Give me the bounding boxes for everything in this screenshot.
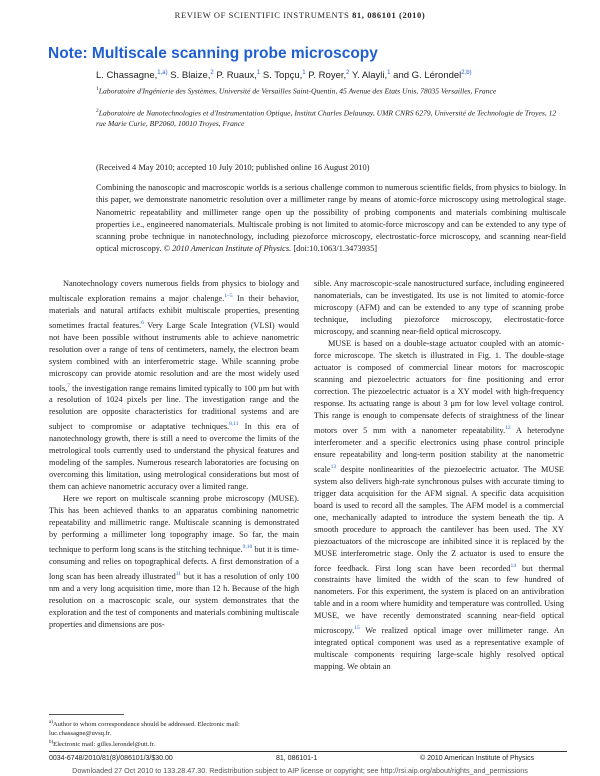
- received-dates: (Received 4 May 2010; accepted 10 July 2010; published online 16 August 2010): [96, 163, 370, 172]
- citation-link[interactable]: 14: [510, 562, 516, 569]
- journal-name: REVIEW OF SCIENTIFIC INSTRUMENTS: [174, 10, 350, 20]
- abstract: [96, 182, 566, 256]
- citation-link[interactable]: 12: [505, 425, 511, 431]
- author-name: P. Ruaux,: [213, 70, 257, 82]
- affiliation-2-mark: 2: [96, 108, 99, 114]
- citation-link[interactable]: 1–5: [224, 293, 233, 299]
- citation-link[interactable]: 13: [330, 463, 337, 470]
- citation-link[interactable]: 6: [141, 319, 144, 326]
- author-affiliation-mark[interactable]: 1: [256, 70, 261, 76]
- running-header: [0, 10, 600, 20]
- affiliation-2: [96, 106, 566, 130]
- author-affiliation-mark[interactable]: 2,b): [461, 70, 472, 76]
- doi-link[interactable]: [doi:10.1063/1.3473935]: [293, 244, 378, 254]
- author-name: P. Royer,: [305, 70, 347, 82]
- left-paragraph: Here we report on multiscale scanning probe microscopy (MUSE). This has been achieved thanks to an apparatus combining nanometric repeatability and millimetric range. Multiscale scanning is demonstrated by performing a millimeter long topography image. So far, the main technique to perform long scans is the stitching technique.$^{9,10}$ but it is time-consuming and relies on topographical defects. A first demonstration of a long scan has been already illustrated$^{11}$ but it has a resolution of only 100 nm and a very long acquisition time, more than 12 h. Because of the high resolution on a macroscopic scale, our system demonstrates that the exploration and the test of components and materials combining multiscale properties and dimensions are pos-: [49, 494, 299, 629]
- footer-divider: [49, 751, 567, 752]
- citation-link[interactable]: 11: [175, 570, 182, 577]
- footnote: $^{b)}$Electronic mail: gilles.lerondel@utt.fr.: [49, 740, 156, 749]
- author-name: Y. Alayli,: [349, 70, 388, 82]
- author-affiliation-mark[interactable]: 1: [302, 70, 306, 76]
- affiliation-2-text: Laboratoire de Nanotechnologies et d'Instrumentation Optique, Institut Charles Delaunay, UMR CNRS 6279, Université de Technologie de Troyes, 12 rue Marie Curie, BP2060, 10010 Troyes, France: [96, 108, 557, 129]
- footnotes: [49, 718, 299, 749]
- footnote-divider: [49, 714, 124, 715]
- citation-link[interactable]: 9,10: [242, 544, 253, 551]
- citation-link[interactable]: 8,11: [229, 421, 239, 428]
- author-name: S. Blaize,: [167, 70, 211, 82]
- affiliation-1-text: Laboratoire d'Ingénierie des Systèmes, Université de Versailles Saint-Quentin, 45 Avenue des Etats Unis, 78035 Versailles, France: [98, 86, 497, 96]
- citation-link[interactable]: 7: [67, 382, 70, 389]
- body-column-left: [49, 278, 299, 631]
- footnote: $^{a)}$Author to whom correspondence should be addressed. Electronic mail: luc.chassagne@uvsq.fr.: [49, 720, 240, 738]
- body-column-right: [314, 278, 564, 673]
- author-affiliation-mark[interactable]: 1,a): [157, 70, 168, 76]
- author-affiliation-mark[interactable]: 1: [387, 70, 391, 76]
- download-notice: Downloaded 27 Oct 2010 to 133.28.47.30. Redistribution subject to AIP license or copyright; see http://rsi.aip.org/about/rights_and_permissions: [72, 766, 528, 775]
- author-affiliation-mark[interactable]: 2: [210, 70, 214, 76]
- right-paragraph: sible. Any macroscopic-scale nanostructured surface, including engineered nanomaterials, can be investigated. Its use is not limited to atomic-force microscopy (AFM) and can be extended to any type of scanning probe technique, including piezoforce microscopy, electrostatic-force microscopy, and scanning near-field optical microscopy.: [314, 279, 564, 336]
- citation-link[interactable]: 15: [354, 625, 360, 632]
- abstract-text: Combining the nanoscopic and macroscopic worlds is a serious challenge common to numerous scientific fields, from physics to biology. In this paper, we demonstrate nanometric resolution over a millimeter range by means of atomic-force microscopy using metrological stage. Nanometric repeatability and millimeter range open up the possibility of probing components and materials combining multiscale properties i.e., engineered nanomaterials. Multiscale probing is not limited to atomic-force microscopy and can be extended to any type of scanning probe technique in nanotechnology, including piezoforce microscopy, electrostatic-force microscopy, and scanning near-field optical microscopy.: [96, 183, 566, 254]
- left-paragraph: Nanotechnology covers numerous fields from physics to biology and multiscale exploration remains a major chalenge.$^{1-5}$ In their behavior, materials and natural artifacts exhibit multiscale properties, presenting sometimes fractal features.$^6$ Very Large Scale Integration (VLSI) would not have been possible without instruments able to achieve nanometric resolution over a range of tens of centimeters, namely, the electron beam system combined with an interferometric stage. While scanning probe microscopy can provide atomic resolution and are the most widely used tools,$^7$ the investigation range remains limited typically to 100 μm but with a resolution of 1024 pixels per line. The investigation range and the resolution are opposite characteristics for traditional systems and are subject to compromise or adaptative techniques.$^{8,11}$ In this era of nanotechnology growth, there is still a need to overcome the limits of the metrological tools currently used to understand the physical features and modeling of the samples. Numerous research laboratories are focusing on overcoming this limitation, using metrological considerations but most of them can achieve nanometric accuracy over a limited range.: [49, 279, 299, 492]
- affiliation-1: [96, 84, 566, 97]
- author-name: L. Chassagne,: [96, 70, 158, 82]
- author-name: S. Topçu,: [260, 70, 303, 82]
- article-title: Note: Multiscale scanning probe microscopy: [48, 45, 378, 62]
- affiliation-1-mark: 1: [96, 86, 99, 92]
- footer-copyright: © 2010 American Institute of Physics: [420, 755, 535, 762]
- author-name: and G. Lérondel: [390, 70, 462, 82]
- volume-page: 81, 086101 (2010): [352, 10, 426, 20]
- right-paragraph: MUSE is based on a double-stage actuator coupled with an atomic-force microscope. The sketch is illustrated in Fig. 1. The double-stage actuator is composed of commercial linear motors for macroscopic scanning and piezoelectric actuators for fine positioning and error correction. The piezoelectric actuator is a XY model with high-frequency response. Its actuating range is about 3 μm for low level voltage control. This range is enough to compensate defects of straightness of the linear motors over 5 mm with a nanometer repeatability.$^{12}$ A heterodyne interferometer and a specific electronics using phase control principle ensure repeatability and long-term position stability at the nanometric scale$^{13}$ despite nonlinearities of the piezoelectric actuator. The MUSE system also delivers high-rate synchronous pulses with accurate timing to trigger data acquisition for the AFM signal. A specific data acquisition board is used to record all the samples. The AFM model is a commercial one, mechanically adapted to introduce the system beneath the tip. A smooth procedure to approach the cantilever has been used. The XY piezoactuators of the microscope are inhibited since it is replaced by the MUSE interferometric stage. Only the Z actuator is used to ensure the force feedback. First long scan have been recorded$^{14}$ but thermal constraints have limited the width of the scan to few hundred of nanometers. For this experiment, the system is placed on an antivibration table and in a room where humidity and temperature was controlled. Using MUSE, we have recently demonstrated scanning near-field optical microscopy.$^{15}$ We realized optical image over millimeter range. An integrated optical component was used as a representative example of multiscale components requiring large-scale highly resolved optical mapping. We obtain an: [314, 339, 565, 672]
- footnote-mark: b): [49, 740, 54, 746]
- author-affiliation-mark[interactable]: 2: [346, 70, 350, 76]
- author-list: [96, 70, 566, 81]
- footer-issn: 0034-6748/2010/81(8)/086101/3/$30.00: [49, 755, 173, 762]
- footer-page: 81, 086101-1: [276, 755, 318, 762]
- footnote-mark: a): [49, 720, 53, 725]
- abstract-copyright: © 2010 American Institute of Physics.: [163, 244, 292, 254]
